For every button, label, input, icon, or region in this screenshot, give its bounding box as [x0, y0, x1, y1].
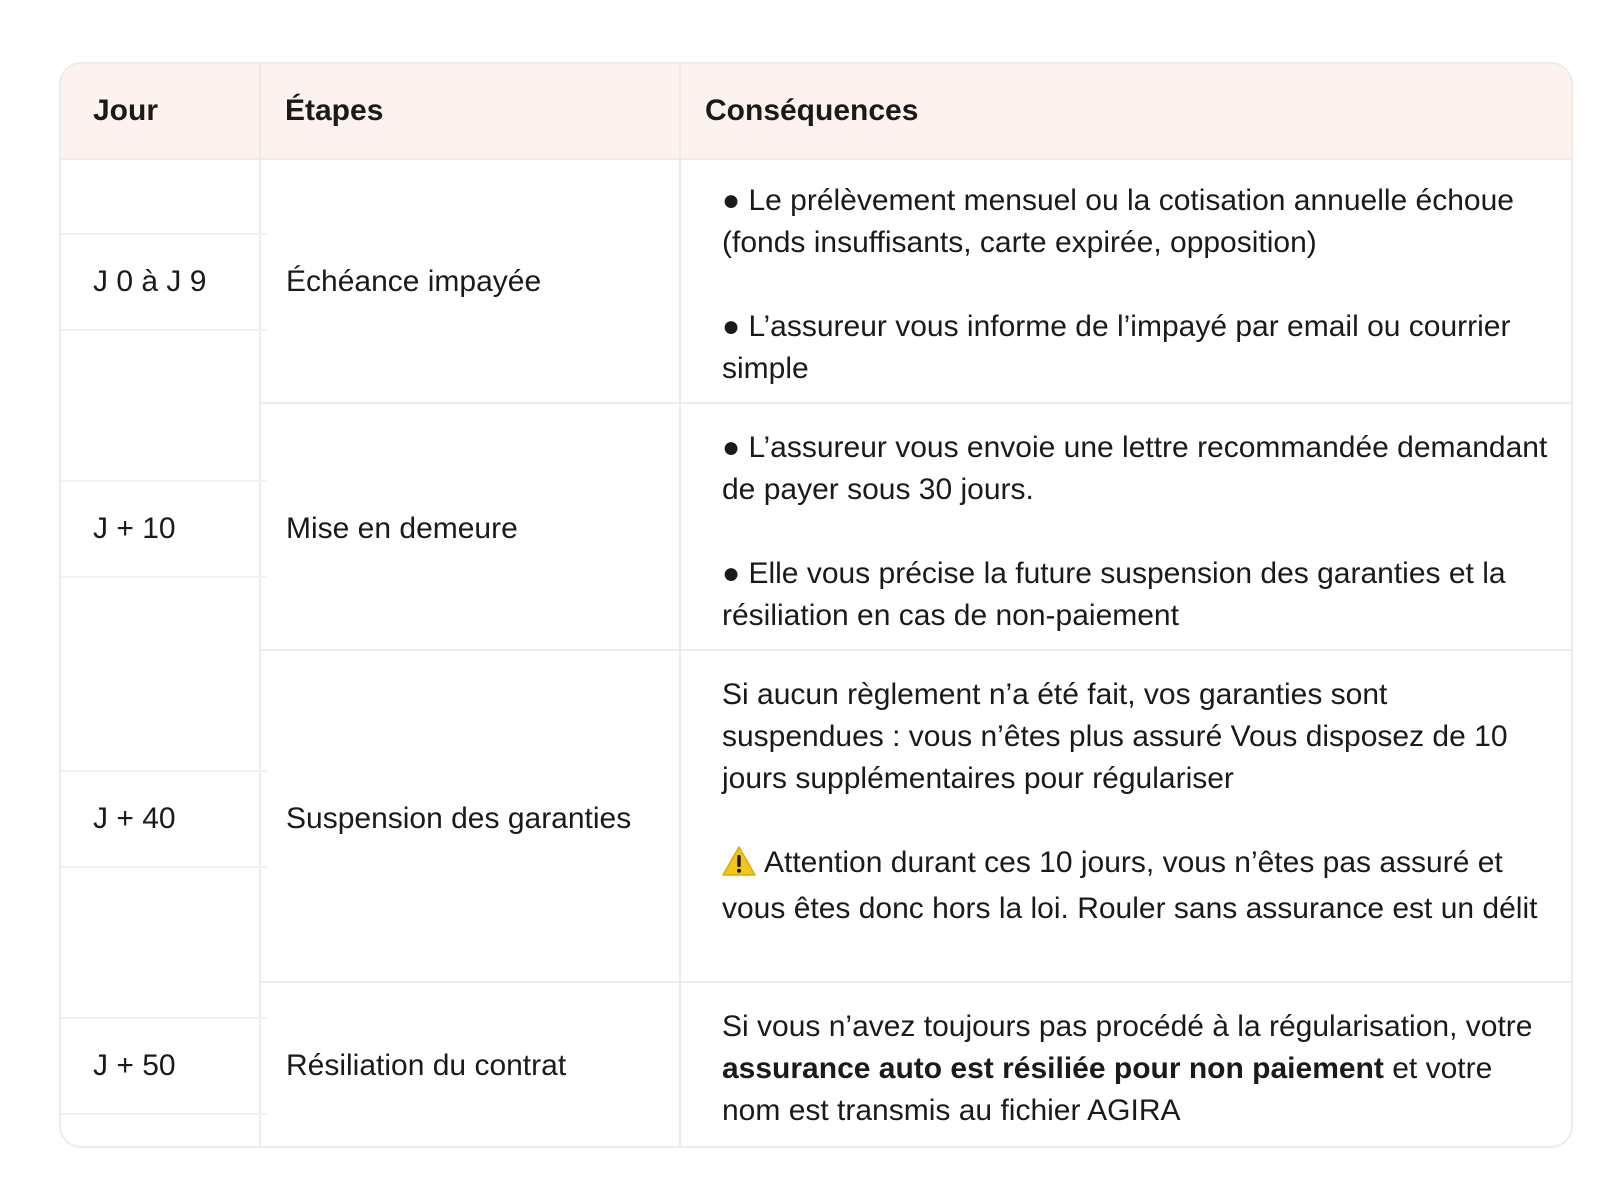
table-row-jour: [61, 1017, 267, 1115]
etape-label: Suspension des garanties: [286, 802, 632, 835]
row-divider: [261, 402, 1571, 404]
consequence-item: ● Elle vous précise la future suspension des garanties et la résiliation en cas de non-paiement: [722, 557, 1506, 632]
column-divider: [679, 64, 681, 1146]
row-divider: [261, 981, 1571, 983]
consequence-emphasis: assurance auto est résiliée pour non paiement: [722, 1052, 1384, 1085]
warning-text: Attention durant ces 10 jours, vous n’êtes pas assuré et vous êtes donc hors la loi. Rouler sans assurance est un délit: [722, 846, 1538, 925]
consequences-cell: [722, 674, 1552, 930]
jour-label: J + 10: [93, 512, 176, 545]
consequences-cell: [722, 427, 1552, 637]
table-row-jour: [61, 770, 267, 868]
column-divider: [259, 64, 261, 1146]
warning-note: [722, 842, 1552, 930]
jour-label: J 0 à J 9: [93, 265, 207, 298]
header-etapes: Étapes: [285, 94, 384, 127]
etape-label: Échéance impayée: [286, 265, 542, 298]
header-jour: Jour: [93, 94, 159, 127]
schedule-table: [59, 62, 1573, 1148]
consequence-item: ● L’assureur vous informe de l’impayé par email ou courrier simple: [722, 310, 1511, 385]
consequence-text: Si vous n’avez toujours pas procédé à la régularisation, votre: [722, 1010, 1533, 1043]
consequence-item: Si aucun règlement n’a été fait, vos garanties sont suspendues : vous n’êtes plus assuré Vous disposez de 10 jours supplémentaires pour régulariser: [722, 678, 1508, 795]
consequence-item: ● Le prélèvement mensuel ou la cotisation annuelle échoue (fonds insuffisants, carte expirée, opposition): [722, 184, 1514, 259]
consequences-cell: [722, 180, 1552, 390]
consequence-item: ● L’assureur vous envoie une lettre recommandée demandant de payer sous 30 jours.: [722, 431, 1548, 506]
row-divider: [261, 649, 1571, 651]
table-header: [61, 64, 1571, 160]
consequences-cell: [722, 1006, 1552, 1132]
jour-label: J + 40: [93, 802, 176, 835]
jour-label: J + 50: [93, 1049, 176, 1082]
table-row-jour: [61, 233, 267, 331]
table-row-jour: [61, 480, 267, 578]
etape-label: Mise en demeure: [286, 512, 518, 545]
consequence-text: et votre nom est transmis au fichier AGIRA: [722, 1052, 1493, 1127]
warning-icon: [722, 846, 756, 888]
etape-label: Résiliation du contrat: [286, 1049, 567, 1082]
header-consequences: Conséquences: [705, 94, 919, 127]
consequence-item: [722, 1006, 1552, 1132]
